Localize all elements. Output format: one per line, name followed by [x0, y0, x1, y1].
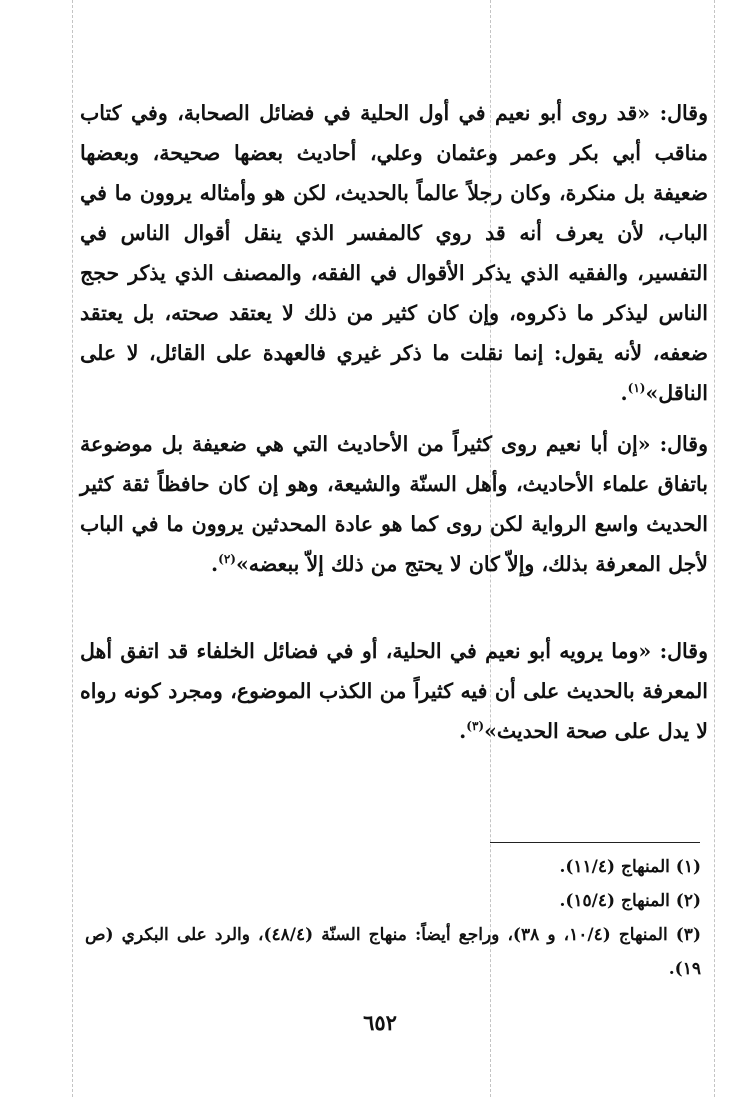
- footnote-separator: [490, 842, 700, 843]
- footnote-1: (١) المنهاج (١١/٤).: [559, 857, 701, 877]
- paragraph-3-period: .: [459, 719, 467, 743]
- margin-guide-left: [72, 0, 73, 1097]
- paragraph-3-text: وقال: «وما يرويه أبو نعيم في الحلية، أو في فضائل الخلفاء قد اتفق أهل المعرفة بالحديث على أن فيه كثيراً من الكذب الموضوع، ومجرد كونه رواه لا يدل على صحة الحديث»: [80, 639, 708, 743]
- footnote-ref-2: (٢): [218, 552, 236, 567]
- footnote-2: (٢) المنهاج (١٥/٤).: [559, 891, 701, 911]
- paragraph-2-period: .: [211, 552, 219, 576]
- footnote-ref-1: (١): [627, 381, 646, 396]
- paragraph-1: [80, 93, 708, 413]
- footnote-3: (٣) المنهاج (١٠/٤، و ٣٨)، وراجع أيضاً: منهاج السنّة (٤٨/٤)، والرد على البكري (ص ١٩).: [85, 925, 701, 979]
- paragraph-3: [80, 631, 708, 751]
- margin-guide-right: [714, 0, 715, 1097]
- paragraph-2: [80, 424, 708, 584]
- paragraph-1-period: .: [620, 381, 628, 405]
- footnotes: [85, 850, 701, 986]
- paragraph-2-text: وقال: «إن أبا نعيم روى كثيراً من الأحاديث التي هي ضعيفة بل موضوعة باتفاق علماء الأحاديث، وأهل السنّة والشيعة، وهو إن كان حافظاً ثقة كثير الحديث واسع الرواية لكن روى كما هو عادة المحدثين يروون ما في الباب لأجل المعرفة بذلك، وإلاّ كان لا يحتج من ذلك إلاّ ببعضه»: [80, 432, 708, 576]
- footnote-ref-3: (٣): [466, 719, 485, 734]
- paragraph-1-text: وقال: «قد روى أبو نعيم في أول الحلية في فضائل الصحابة، وفي كتاب مناقب أبي بكر وعمر وعثمان وعلي، أحاديث بعضها صحيحة، وبعضها ضعيفة بل منكرة، وكان رجلاً عالماً بالحديث، لكن هو وأمثاله يروون ما في الباب، لأن يعرف أنه قد روي كالمفسر الذي ينقل أقوال الناس في التفسير، والفقيه الذي يذكر الأقوال في الفقه، والمصنف الذي يذكر حجج الناس ليذكر ما ذكروه، وإن كان كثير من ذلك لا يعتقد صحته، بل يعتقد ضعفه، لأنه يقول: إنما نقلت ما ذكر غيري فالعهدة على القائل، لا على الناقل»: [80, 101, 709, 405]
- page-number: ٦٥٢: [363, 1010, 397, 1035]
